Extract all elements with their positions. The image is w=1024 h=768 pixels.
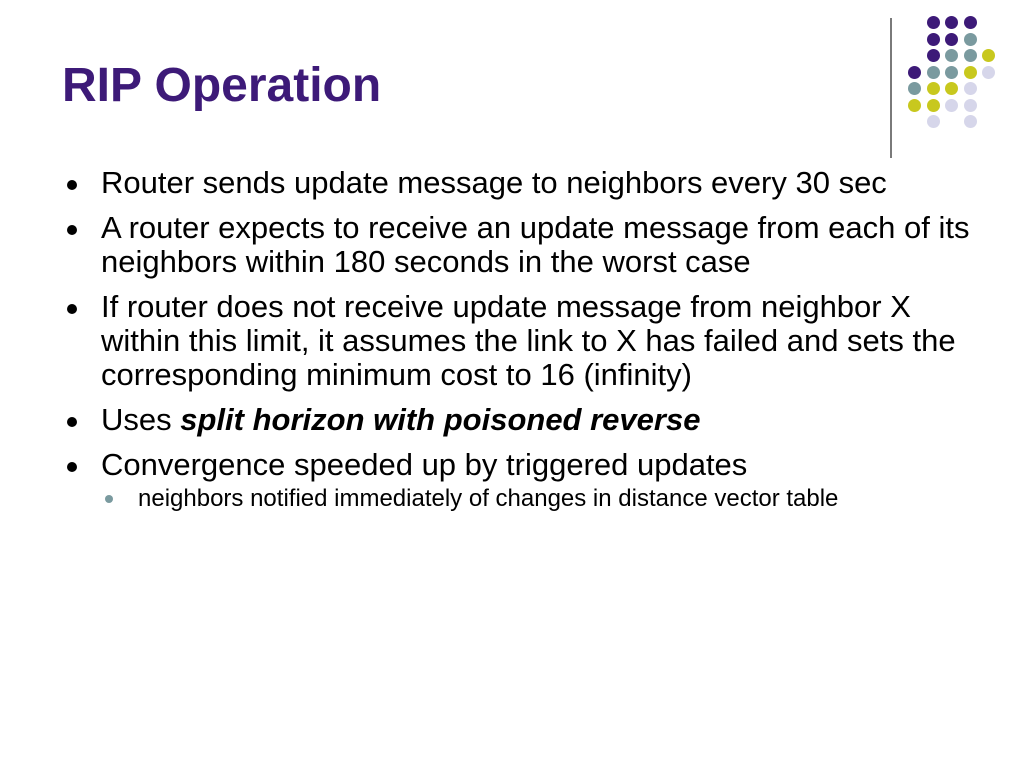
bullet-text: Convergence speeded up by triggered updates [101,447,748,482]
bullet-text: Router sends update message to neighbors every 30 sec [101,165,887,200]
logo-dot [945,49,958,62]
logo-dot [945,33,958,46]
logo-dot [945,66,958,79]
logo-dot [927,33,940,46]
logo-dot [964,66,977,79]
logo-dot [927,49,940,62]
bullet-item [64,403,974,437]
dot-grid-logo-icon [908,16,1008,140]
logo-dot [908,82,921,95]
sub-bullet-text: neighbors notified immediately of changes in distance vector table [138,485,839,512]
bullet-item [64,211,974,279]
sub-bullet-list [101,484,974,513]
logo-dot [945,99,958,112]
logo-dot [964,115,977,128]
logo-dot [964,33,977,46]
logo-dot [927,82,940,95]
logo-dot [927,16,940,29]
logo-dot [964,99,977,112]
bullet-text: A router expects to receive an update message from each of its neighbors within 180 seconds in the worst case [101,210,970,279]
logo-dot [982,49,995,62]
logo-dot [927,99,940,112]
slide-title: RIP Operation [62,59,382,112]
bullet-text: If router does not receive update message from neighbor X within this limit, it assumes the link to X has failed and sets the corresponding minimum cost to 16 (infinity) [101,289,956,392]
bullet-list [64,166,974,524]
logo-dot [964,82,977,95]
logo-dot [945,82,958,95]
logo-dot [945,16,958,29]
logo-dot [927,66,940,79]
bullet-emphasis: split horizon with poisoned reverse [180,402,701,437]
logo-dot [908,99,921,112]
sub-bullet-item [101,484,974,513]
logo-dot [982,66,995,79]
logo-dot [908,66,921,79]
title-divider [890,18,892,158]
logo-dot [964,16,977,29]
bullet-item [64,166,974,200]
logo-dot [927,115,940,128]
bullet-item [64,290,974,392]
bullet-prefix: Uses [101,402,181,437]
logo-dot [964,49,977,62]
bullet-item [64,448,974,513]
